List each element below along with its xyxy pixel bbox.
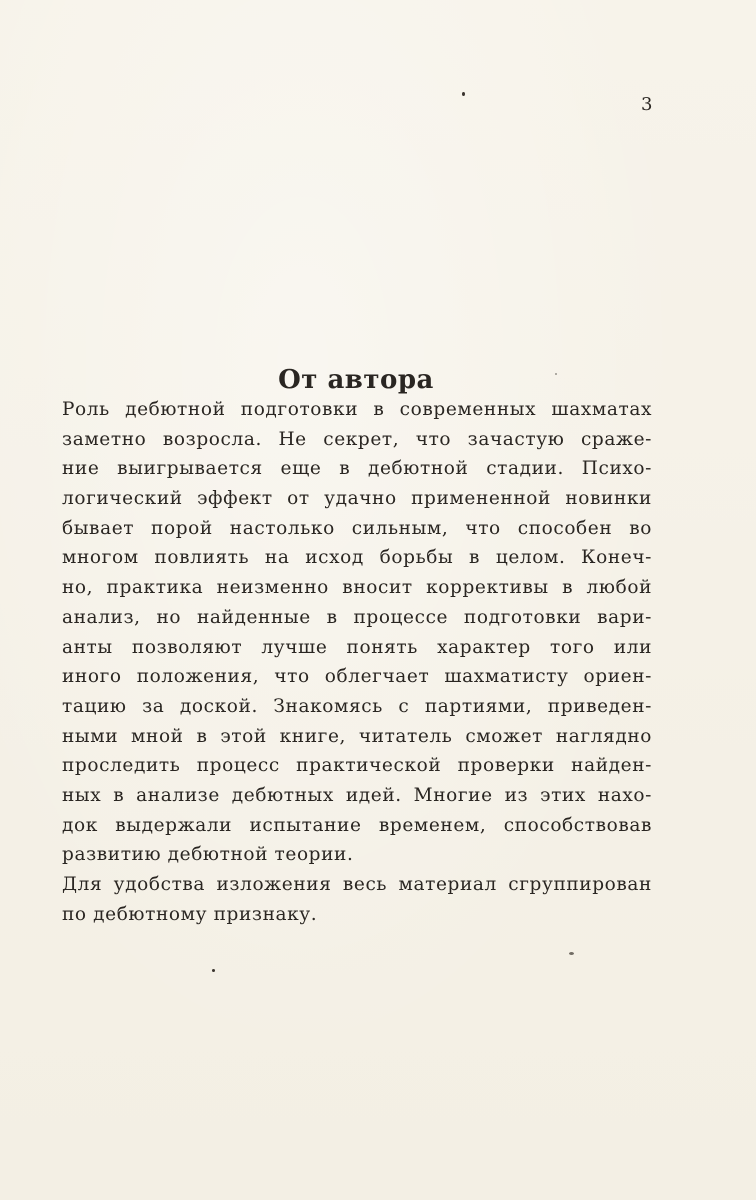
- text-line: ние выигрывается еще в дебютной стадии. Психо-: [62, 458, 652, 480]
- text-line: проследить процесс практической проверки найден-: [62, 755, 652, 777]
- text-line: Для удобства изложения весь материал сгруппирован: [62, 874, 652, 895]
- body-text: [62, 395, 652, 929]
- text-line: многом повлиять на исход борьбы в целом. Конеч-: [62, 547, 652, 569]
- text-line: заметно возросла. Не секрет, что зачастую сраже-: [62, 428, 652, 450]
- text-line: иного положения, что облегчает шахматисту ориен-: [62, 666, 652, 688]
- paper-speck: [569, 952, 574, 955]
- page-number: 3: [641, 94, 653, 115]
- text-line: анализ, но найденные в процессе подготовки вари-: [62, 606, 652, 628]
- section-heading: От автора: [278, 365, 434, 395]
- text-line: ными мной в этой книге, читатель сможет наглядно: [62, 725, 652, 747]
- text-line: логический эффект от удачно примененной новинки: [62, 488, 652, 510]
- paper-speck: [212, 969, 215, 972]
- text-line: развитию дебютной теории.: [62, 844, 354, 866]
- text-line: анты позволяют лучше понять характер того или: [62, 636, 652, 658]
- text-line: тацию за доской. Знакомясь с партиями, приведен-: [62, 695, 652, 717]
- text-line: Роль дебютной подготовки в современных шахматах: [62, 399, 652, 420]
- text-line: по дебютному признаку.: [62, 903, 318, 925]
- text-line: док выдержали испытание временем, способствовав: [62, 814, 652, 836]
- text-line: бывает порой настолько сильным, что способен во: [62, 517, 652, 539]
- text-line: но, практика неизменно вносит коррективы в любой: [62, 577, 652, 599]
- paper-speck: [555, 373, 557, 375]
- paper-speck: [462, 92, 465, 96]
- text-line: ных в анализе дебютных идей. Многие из этих нахо-: [62, 784, 652, 806]
